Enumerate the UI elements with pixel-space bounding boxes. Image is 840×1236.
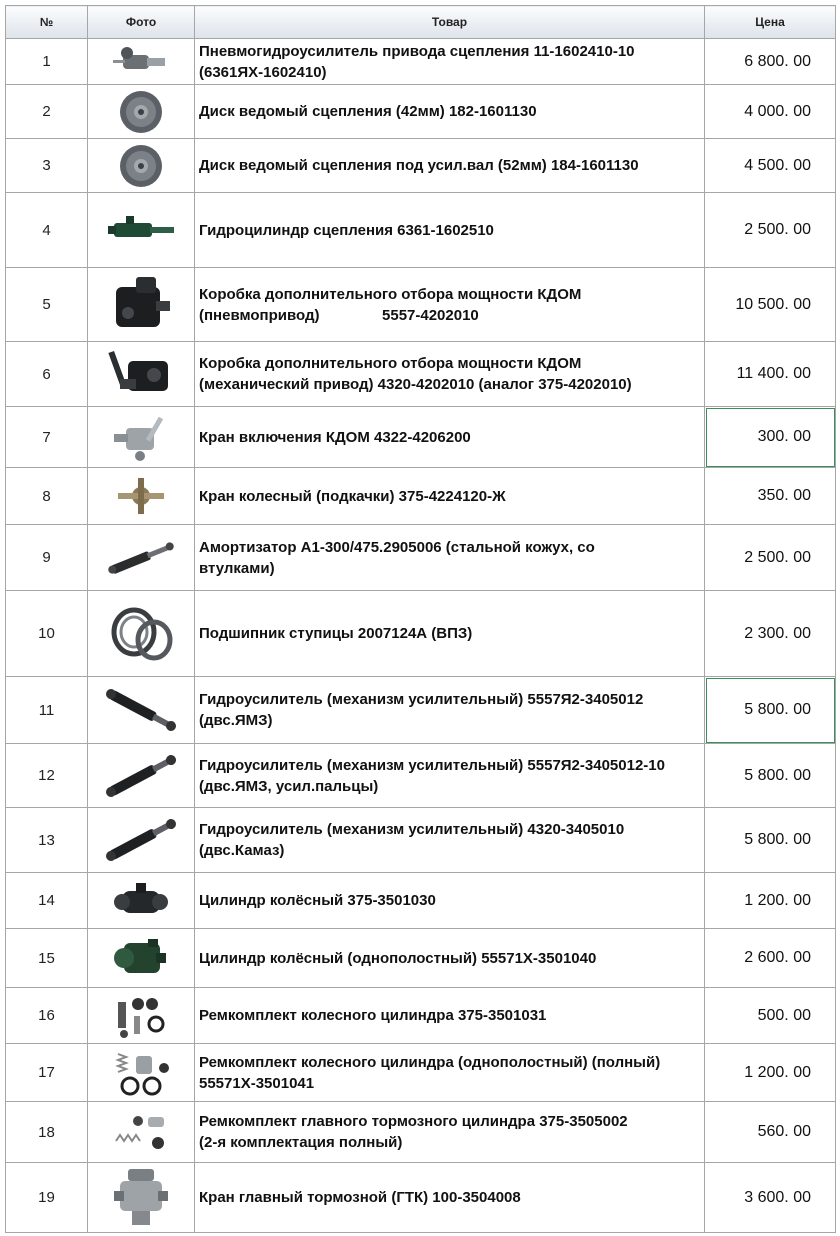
column-header-price[interactable]: Цена <box>705 6 836 39</box>
product-name[interactable]: Ремкомплект колесного цилиндра (однополостный) (полный) 55571Х-3501041 <box>195 1044 705 1102</box>
product-price: 2 300. 00 <box>705 591 836 677</box>
product-price: 350. 00 <box>705 468 836 525</box>
power-steering-cylinder-icon <box>88 749 194 803</box>
product-name[interactable]: Амортизатор А1-300/475.2905006 (стальной кожух, со втулками) <box>195 525 705 591</box>
bearing-icon <box>88 602 194 666</box>
product-name[interactable]: Кран колесный (подкачки) 375-4224120-Ж <box>195 468 705 525</box>
product-name[interactable]: Коробка дополнительного отбора мощности КДОМ (механический привод) 4320-4202010 (аналог 375-4202010) <box>195 342 705 407</box>
row-number: 5 <box>6 268 88 342</box>
photo-cell <box>88 929 195 988</box>
table-row[interactable] <box>6 591 836 677</box>
photo-cell <box>88 85 195 139</box>
clutch-booster-icon <box>88 43 194 81</box>
photo-cell <box>88 468 195 525</box>
table-row[interactable] <box>6 407 836 468</box>
product-name[interactable]: Гидроусилитель (механизм усилительный) 5557Я2-3405012 (двс.ЯМЗ) <box>195 677 705 744</box>
photo-cell <box>88 268 195 342</box>
row-number: 10 <box>6 591 88 677</box>
table-row[interactable] <box>6 342 836 407</box>
photo-cell <box>88 193 195 268</box>
table-row[interactable] <box>6 525 836 591</box>
product-price: 500. 00 <box>705 988 836 1044</box>
wheel-cylinder-icon <box>88 879 194 923</box>
product-price: 1 200. 00 <box>705 1044 836 1102</box>
brake-valve-icon <box>88 1165 194 1231</box>
product-name[interactable]: Цилиндр колёсный 375-3501030 <box>195 873 705 929</box>
photo-cell <box>88 808 195 873</box>
column-header-photo[interactable]: Фото <box>88 6 195 39</box>
valve-icon <box>88 410 194 464</box>
product-name[interactable]: Коробка дополнительного отбора мощности КДОМ (пневмопривод) 5557-4202010 <box>195 268 705 342</box>
product-price: 2 500. 00 <box>705 193 836 268</box>
product-name[interactable]: Гидроусилитель (механизм усилительный) 5557Я2-3405012-10 (двс.ЯМЗ, усил.пальцы) <box>195 744 705 808</box>
row-number: 12 <box>6 744 88 808</box>
row-number: 13 <box>6 808 88 873</box>
photo-cell <box>88 677 195 744</box>
product-price: 300. 00 <box>705 407 836 468</box>
wheel-valve-icon <box>88 474 194 518</box>
product-price: 4 000. 00 <box>705 85 836 139</box>
row-number: 9 <box>6 525 88 591</box>
row-number: 11 <box>6 677 88 744</box>
table-row[interactable] <box>6 808 836 873</box>
product-price: 1 200. 00 <box>705 873 836 929</box>
row-number: 1 <box>6 39 88 85</box>
row-number: 2 <box>6 85 88 139</box>
table-row[interactable] <box>6 268 836 342</box>
product-price: 560. 00 <box>705 1102 836 1163</box>
price-table <box>5 5 836 1233</box>
row-number: 7 <box>6 407 88 468</box>
photo-cell <box>88 525 195 591</box>
photo-cell <box>88 988 195 1044</box>
product-name[interactable]: Цилиндр колёсный (однополостный) 55571Х-3501040 <box>195 929 705 988</box>
repair-kit-icon <box>88 1048 194 1098</box>
photo-cell <box>88 139 195 193</box>
photo-cell <box>88 1163 195 1233</box>
table-row[interactable] <box>6 929 836 988</box>
row-number: 16 <box>6 988 88 1044</box>
pto-gearbox-icon <box>88 345 194 403</box>
table-row[interactable] <box>6 1044 836 1102</box>
clutch-disc-icon <box>88 89 194 135</box>
product-price: 2 500. 00 <box>705 525 836 591</box>
photo-cell <box>88 342 195 407</box>
column-header-product[interactable]: Товар <box>195 6 705 39</box>
column-header-num[interactable]: № <box>6 6 88 39</box>
repair-kit-icon <box>88 1107 194 1157</box>
photo-cell <box>88 873 195 929</box>
photo-cell <box>88 1102 195 1163</box>
product-price: 5 800. 00 <box>705 808 836 873</box>
product-price: 5 800. 00 <box>705 744 836 808</box>
photo-cell <box>88 407 195 468</box>
table-row[interactable] <box>6 39 836 85</box>
product-price: 4 500. 00 <box>705 139 836 193</box>
product-name[interactable]: Ремкомплект главного тормозного цилиндра 375-3505002 (2-я комплектация полный) <box>195 1102 705 1163</box>
power-steering-cylinder-icon <box>88 683 194 737</box>
table-row[interactable] <box>6 873 836 929</box>
table-row[interactable] <box>6 139 836 193</box>
repair-kit-icon <box>88 992 194 1040</box>
product-price: 11 400. 00 <box>705 342 836 407</box>
product-price: 2 600. 00 <box>705 929 836 988</box>
product-name[interactable]: Кран главный тормозной (ГТК) 100-3504008 <box>195 1163 705 1233</box>
product-name[interactable]: Пневмогидроусилитель привода сцепления 11-1602410-10 (6361ЯХ-1602410) <box>195 39 705 85</box>
hydraulic-cylinder-icon <box>88 212 194 248</box>
product-name[interactable]: Кран включения КДОМ 4322-4206200 <box>195 407 705 468</box>
table-row[interactable] <box>6 1102 836 1163</box>
product-name[interactable]: Гидроусилитель (механизм усилительный) 4320-3405010 (двс.Камаз) <box>195 808 705 873</box>
shock-absorber-icon <box>88 538 194 578</box>
product-price: 3 600. 00 <box>705 1163 836 1233</box>
wheel-cylinder-icon <box>88 933 194 983</box>
table-row[interactable] <box>6 677 836 744</box>
table-row[interactable] <box>6 988 836 1044</box>
product-price: 6 800. 00 <box>705 39 836 85</box>
row-number: 6 <box>6 342 88 407</box>
row-number: 17 <box>6 1044 88 1102</box>
row-number: 19 <box>6 1163 88 1233</box>
table-row[interactable] <box>6 85 836 139</box>
table-row[interactable] <box>6 1163 836 1233</box>
photo-cell <box>88 744 195 808</box>
row-number: 8 <box>6 468 88 525</box>
table-header-row <box>6 6 836 39</box>
table-row[interactable] <box>6 193 836 268</box>
table-row[interactable] <box>6 744 836 808</box>
product-name[interactable]: Диск ведомый сцепления под усил.вал (52мм) 184-1601130 <box>195 139 705 193</box>
product-name[interactable]: Ремкомплект колесного цилиндра 375-3501031 <box>195 988 705 1044</box>
row-number: 15 <box>6 929 88 988</box>
photo-cell <box>88 1044 195 1102</box>
product-name[interactable]: Гидроцилиндр сцепления 6361-1602510 <box>195 193 705 268</box>
product-name[interactable]: Диск ведомый сцепления (42мм) 182-1601130 <box>195 85 705 139</box>
clutch-disc-icon <box>88 143 194 189</box>
table-row[interactable] <box>6 468 836 525</box>
row-number: 18 <box>6 1102 88 1163</box>
pto-gearbox-icon <box>88 273 194 337</box>
product-name[interactable]: Подшипник ступицы 2007124А (ВПЗ) <box>195 591 705 677</box>
product-price: 5 800. 00 <box>705 677 836 744</box>
photo-cell <box>88 39 195 85</box>
photo-cell <box>88 591 195 677</box>
power-steering-cylinder-icon <box>88 813 194 867</box>
row-number: 14 <box>6 873 88 929</box>
product-price: 10 500. 00 <box>705 268 836 342</box>
row-number: 4 <box>6 193 88 268</box>
row-number: 3 <box>6 139 88 193</box>
